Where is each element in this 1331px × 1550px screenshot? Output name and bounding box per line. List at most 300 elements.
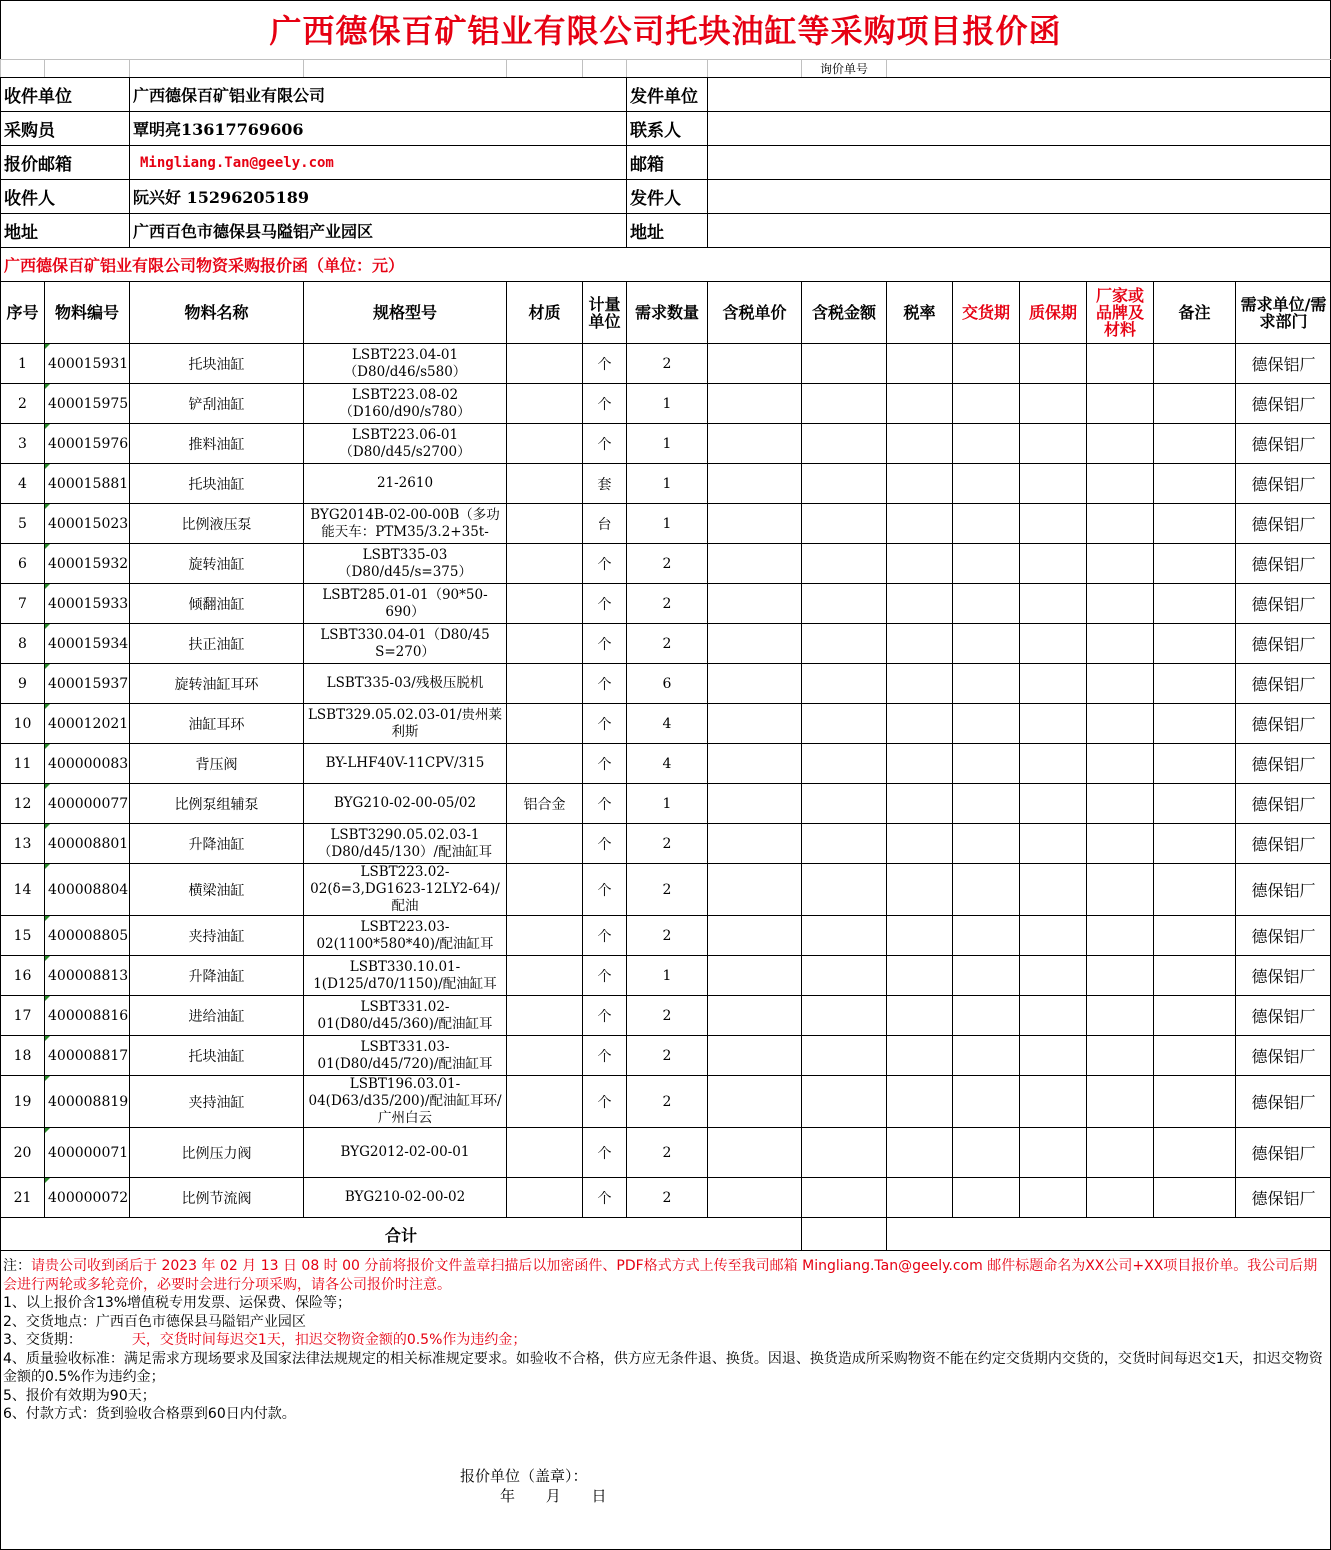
cell-material [507,916,583,956]
note-6: 6、付款方式：货到验收合格票到60日内付款。 [3,1406,296,1422]
cell-price[interactable] [708,1178,802,1218]
cell-delivery[interactable] [953,344,1020,384]
cell-tax[interactable] [887,344,953,384]
table-row [1,956,1331,996]
cell-price[interactable] [708,996,802,1036]
cell-code: 400000077 [45,784,130,824]
info-input[interactable] [708,78,1331,112]
col-header-brand: 厂家或品牌及材料 [1087,282,1154,344]
cell-price[interactable] [708,1128,802,1178]
col-header-qty: 需求数量 [627,282,708,344]
info-label: 邮箱 [627,146,708,180]
cell-no: 20 [1,1128,45,1178]
cell-price[interactable] [708,504,802,544]
cell-spec: LSBT223.03-02(1100*580*40)/配油缸耳 [304,916,507,956]
cell-code: 400008816 [45,996,130,1036]
cell-brand[interactable] [1087,384,1154,424]
cell-tax[interactable] [887,956,953,996]
cell-price[interactable] [708,956,802,996]
cell-delivery[interactable] [953,504,1020,544]
cell-amount[interactable] [802,864,887,916]
cell-name: 旋转油缸 [130,544,304,584]
cell-code: 400008813 [45,956,130,996]
table-row [1,1036,1331,1076]
cell-warranty[interactable] [1020,624,1087,664]
cell-dept: 德保铝厂 [1236,996,1331,1036]
cell-tax[interactable] [887,504,953,544]
cell-amount[interactable] [802,956,887,996]
cell-dept: 德保铝厂 [1236,384,1331,424]
cell-delivery[interactable] [953,996,1020,1036]
cell-spec: LSBT329.05.02.03-01/贵州莱利斯 [304,704,507,744]
cell-unit: 个 [583,384,627,424]
col-header-no: 序号 [1,282,45,344]
cell-delivery[interactable] [953,704,1020,744]
cell-remark[interactable] [1154,956,1236,996]
cell-unit: 个 [583,544,627,584]
cell-code: 400015934 [45,624,130,664]
cell-material [507,824,583,864]
cell-no: 5 [1,504,45,544]
cell-delivery[interactable] [953,664,1020,704]
cell-price[interactable] [708,1036,802,1076]
cell-tax[interactable] [887,424,953,464]
cell-remark[interactable] [1154,624,1236,664]
info-table [0,77,1331,248]
cell-brand[interactable] [1087,344,1154,384]
cell-brand[interactable] [1087,664,1154,704]
cell-qty: 2 [627,996,708,1036]
cell-warranty[interactable] [1020,784,1087,824]
info-row [1,214,1331,248]
cell-brand[interactable] [1087,504,1154,544]
cell-amount[interactable] [802,384,887,424]
cell-brand[interactable] [1087,824,1154,864]
cell-dept: 德保铝厂 [1236,584,1331,624]
note-5: 5、报价有效期为90天； [3,1387,156,1404]
table-row [1,664,1331,704]
cell-amount[interactable] [802,544,887,584]
cell-unit: 个 [583,916,627,956]
cell-name: 扶正油缸 [130,624,304,664]
cell-no: 14 [1,864,45,916]
cell-price[interactable] [708,544,802,584]
cell-amount[interactable] [802,504,887,544]
cell-brand[interactable] [1087,424,1154,464]
cell-name: 倾翻油缸 [130,584,304,624]
info-row [1,78,1331,112]
table-row [1,1128,1331,1178]
cell-warranty[interactable] [1020,384,1087,424]
cell-tax[interactable] [887,784,953,824]
cell-material [507,956,583,996]
cell-code: 400015976 [45,424,130,464]
cell-material [507,624,583,664]
cell-delivery[interactable] [953,1178,1020,1218]
cell-tax[interactable] [887,464,953,504]
cell-unit: 个 [583,1178,627,1218]
cell-material [507,1128,583,1178]
cell-qty: 1 [627,424,708,464]
cell-spec: LSBT330.10.01-1(D125/d70/1150)/配油缸耳 [304,956,507,996]
cell-delivery[interactable] [953,784,1020,824]
info-label: 地址 [627,214,708,248]
table-row [1,624,1331,664]
cell-code: 400015023 [45,504,130,544]
note-3: 3、交货期： 天，交货时间每迟交1天，扣迟交物资金额的0.5%作为违约金； [3,1332,527,1348]
cell-warranty[interactable] [1020,464,1087,504]
info-input[interactable] [708,214,1331,248]
col-header-delivery: 交货期 [953,282,1020,344]
cell-material [507,1178,583,1218]
info-label: 采购员 [1,112,130,146]
cell-amount[interactable] [802,624,887,664]
cell-amount[interactable] [802,744,887,784]
cell-tax[interactable] [887,996,953,1036]
cell-tax[interactable] [887,704,953,744]
cell-brand[interactable] [1087,956,1154,996]
cell-no: 4 [1,464,45,504]
cell-name: 比例泵组辅泵 [130,784,304,824]
cell-warranty[interactable] [1020,704,1087,744]
cell-warranty[interactable] [1020,544,1087,584]
cell-qty: 6 [627,664,708,704]
cell-spec: LSBT223.08-02（D160/d90/s780） [304,384,507,424]
cell-name: 夹持油缸 [130,1076,304,1128]
cell-qty: 2 [627,1076,708,1128]
cell-unit: 个 [583,664,627,704]
cell-material [507,1076,583,1128]
note-4: 4、质量验收标准：满足需求方现场要求及国家法律法规规定的相关标准规定要求。如验收不合格，供方应无条件退、换货。因退、换货造成所采购物资不能在约定交货期内交货的，交货时间每迟交1天，扣迟交物资金额的0.5%作为违约金； [3,1350,1323,1385]
cell-delivery[interactable] [953,624,1020,664]
cell-delivery[interactable] [953,1128,1020,1178]
cell-remark[interactable] [1154,544,1236,584]
cell-name: 横梁油缸 [130,864,304,916]
cell-code: 400015975 [45,384,130,424]
cell-no: 21 [1,1178,45,1218]
cell-no: 7 [1,584,45,624]
cell-brand[interactable] [1087,624,1154,664]
cell-price[interactable] [708,664,802,704]
cell-tax[interactable] [887,544,953,584]
cell-delivery[interactable] [953,1076,1020,1128]
cell-warranty[interactable] [1020,864,1087,916]
cell-qty: 2 [627,344,708,384]
table-row [1,344,1331,384]
info-value: 阮兴好 15296205189 [130,180,627,214]
info-label: 地址 [1,214,130,248]
sign-date: 年 月 日 [500,1487,607,1505]
cell-remark[interactable] [1154,1128,1236,1178]
cell-brand[interactable] [1087,1076,1154,1128]
cell-dept: 德保铝厂 [1236,784,1331,824]
cell-delivery[interactable] [953,464,1020,504]
table-row [1,704,1331,744]
cell-warranty[interactable] [1020,584,1087,624]
table-row [1,544,1331,584]
cell-name: 比例节流阀 [130,1178,304,1218]
cell-tax[interactable] [887,384,953,424]
cell-warranty[interactable] [1020,956,1087,996]
cell-spec: BYG2014B-02-00-00B（多功能天车：PTM35/3.2+35t- [304,504,507,544]
cell-unit: 个 [583,424,627,464]
cell-price[interactable] [708,624,802,664]
cell-delivery[interactable] [953,956,1020,996]
cell-price[interactable] [708,424,802,464]
cell-dept: 德保铝厂 [1236,1036,1331,1076]
table-row [1,996,1331,1036]
cell-delivery[interactable] [953,916,1020,956]
cell-warranty[interactable] [1020,424,1087,464]
cell-brand[interactable] [1087,704,1154,744]
col-header-price: 含税单价 [708,282,802,344]
table-row [1,784,1331,824]
cell-code: 400008804 [45,864,130,916]
cell-tax[interactable] [887,1036,953,1076]
quote-unit-stamp: 报价单位（盖章）： [460,1467,588,1485]
cell-delivery[interactable] [953,744,1020,784]
cell-tax[interactable] [887,916,953,956]
cell-warranty[interactable] [1020,744,1087,784]
cell-spec: BYG210-02-00-05/02 [304,784,507,824]
cell-price[interactable] [708,1076,802,1128]
cell-warranty[interactable] [1020,1036,1087,1076]
cell-unit: 个 [583,824,627,864]
cell-amount[interactable] [802,344,887,384]
cell-no: 12 [1,784,45,824]
cell-warranty[interactable] [1020,824,1087,864]
cell-name: 托块油缸 [130,464,304,504]
cell-dept: 德保铝厂 [1236,956,1331,996]
table-row [1,584,1331,624]
cell-unit: 个 [583,864,627,916]
cell-tax[interactable] [887,584,953,624]
cell-spec: LSBT223.04-01（D80/d46/s580） [304,344,507,384]
cell-amount[interactable] [802,1076,887,1128]
cell-delivery[interactable] [953,544,1020,584]
cell-remark[interactable] [1154,996,1236,1036]
cell-unit: 个 [583,996,627,1036]
cell-price[interactable] [708,744,802,784]
info-value: 广西百色市德保县马隘铝产业园区 [130,214,627,248]
info-input[interactable] [708,180,1331,214]
cell-brand[interactable] [1087,1036,1154,1076]
cell-material [507,664,583,704]
cell-brand[interactable] [1087,864,1154,916]
cell-brand[interactable] [1087,996,1154,1036]
cell-amount[interactable] [802,916,887,956]
cell-qty: 2 [627,864,708,916]
cell-price[interactable] [708,916,802,956]
cell-brand[interactable] [1087,584,1154,624]
table-row [1,464,1331,504]
cell-unit: 个 [583,1076,627,1128]
col-header-tax: 税率 [887,282,953,344]
info-label: 报价邮箱 [1,146,130,180]
cell-dept: 德保铝厂 [1236,464,1331,504]
cell-tax[interactable] [887,1178,953,1218]
cell-price[interactable] [708,784,802,824]
cell-warranty[interactable] [1020,664,1087,704]
cell-unit: 个 [583,704,627,744]
cell-warranty[interactable] [1020,1076,1087,1128]
info-value: 覃明亮13617769606 [130,112,627,146]
cell-delivery[interactable] [953,864,1020,916]
subtitle-table [0,247,1331,282]
table-row [1,504,1331,544]
cell-warranty[interactable] [1020,1128,1087,1178]
note-2: 2、交货地点：广西百色市德保县马隘铝产业园区 [3,1313,306,1330]
cell-spec: LSBT223.06-01（D80/d45/s2700） [304,424,507,464]
cell-remark[interactable] [1154,504,1236,544]
col-header-unit: 计量单位 [583,282,627,344]
cell-spec: LSBT335-03/残极压脱机 [304,664,507,704]
cell-no: 9 [1,664,45,704]
cell-warranty[interactable] [1020,916,1087,956]
cell-no: 17 [1,996,45,1036]
cell-remark[interactable] [1154,1036,1236,1076]
cell-amount[interactable] [802,784,887,824]
cell-brand[interactable] [1087,464,1154,504]
col-header-remark: 备注 [1154,282,1236,344]
cell-remark[interactable] [1154,864,1236,916]
cell-material [507,344,583,384]
cell-name: 托块油缸 [130,344,304,384]
inquiry-label: 询价单号 [802,60,887,78]
cell-unit: 个 [583,584,627,624]
cell-unit: 个 [583,344,627,384]
cell-brand[interactable] [1087,784,1154,824]
cell-dept: 德保铝厂 [1236,916,1331,956]
cell-tax[interactable] [887,824,953,864]
cell-warranty[interactable] [1020,996,1087,1036]
cell-price[interactable] [708,824,802,864]
cell-no: 18 [1,1036,45,1076]
cell-brand[interactable] [1087,544,1154,584]
cell-dept: 德保铝厂 [1236,864,1331,916]
cell-remark[interactable] [1154,916,1236,956]
cell-delivery[interactable] [953,1036,1020,1076]
cell-name: 比例压力阀 [130,1128,304,1178]
total-amount[interactable] [802,1218,887,1251]
cell-dept: 德保铝厂 [1236,544,1331,584]
info-input[interactable] [708,146,1331,180]
cell-price[interactable] [708,704,802,744]
cell-warranty[interactable] [1020,1178,1087,1218]
cell-tax[interactable] [887,1128,953,1178]
cell-dept: 德保铝厂 [1236,704,1331,744]
cell-remark[interactable] [1154,704,1236,744]
cell-remark[interactable] [1154,424,1236,464]
cell-qty: 1 [627,784,708,824]
cell-amount[interactable] [802,1128,887,1178]
cell-material: 铝合金 [507,784,583,824]
cell-tax[interactable] [887,864,953,916]
info-label: 收件单位 [1,78,130,112]
cell-qty: 1 [627,504,708,544]
cell-dept: 德保铝厂 [1236,624,1331,664]
cell-price[interactable] [708,584,802,624]
cell-remark[interactable] [1154,464,1236,504]
cell-remark[interactable] [1154,824,1236,864]
cell-qty: 4 [627,704,708,744]
cell-delivery[interactable] [953,584,1020,624]
cell-price[interactable] [708,384,802,424]
cell-amount[interactable] [802,584,887,624]
cell-code: 400015932 [45,544,130,584]
cell-no: 3 [1,424,45,464]
cell-brand[interactable] [1087,744,1154,784]
cell-warranty[interactable] [1020,504,1087,544]
cell-price[interactable] [708,464,802,504]
cell-qty: 1 [627,956,708,996]
cell-tax[interactable] [887,744,953,784]
cell-brand[interactable] [1087,916,1154,956]
cell-remark[interactable] [1154,584,1236,624]
items-table [0,281,1331,1251]
cell-qty: 2 [627,1128,708,1178]
info-input[interactable] [708,112,1331,146]
col-header-warranty: 质保期 [1020,282,1087,344]
cell-amount[interactable] [802,824,887,864]
cell-amount[interactable] [802,996,887,1036]
cell-amount[interactable] [802,704,887,744]
cell-no: 16 [1,956,45,996]
table-row [1,424,1331,464]
cell-brand[interactable] [1087,1128,1154,1178]
cell-qty: 1 [627,384,708,424]
inquiry-number[interactable] [887,60,1331,78]
cell-material [507,864,583,916]
cell-remark[interactable] [1154,384,1236,424]
cell-delivery[interactable] [953,824,1020,864]
cell-remark[interactable] [1154,784,1236,824]
cell-spec: LSBT223.02-02(δ=3,DG1623-12LY2-64)/配油 [304,864,507,916]
cell-delivery[interactable] [953,424,1020,464]
cell-delivery[interactable] [953,384,1020,424]
cell-remark[interactable] [1154,1076,1236,1128]
cell-warranty[interactable] [1020,344,1087,384]
cell-spec: LSBT3290.05.02.03-1（D80/d45/130）/配油缸耳 [304,824,507,864]
cell-no: 8 [1,624,45,664]
cell-amount[interactable] [802,664,887,704]
cell-unit: 套 [583,464,627,504]
cell-tax[interactable] [887,1076,953,1128]
info-row [1,146,1331,180]
cell-amount[interactable] [802,1178,887,1218]
cell-remark[interactable] [1154,744,1236,784]
cell-brand[interactable] [1087,1178,1154,1218]
info-label: 联系人 [627,112,708,146]
cell-remark[interactable] [1154,1178,1236,1218]
cell-price[interactable] [708,864,802,916]
cell-tax[interactable] [887,624,953,664]
col-header-amount: 含税金额 [802,282,887,344]
cell-unit: 个 [583,956,627,996]
cell-material [507,584,583,624]
cell-amount[interactable] [802,424,887,464]
cell-remark[interactable] [1154,664,1236,704]
cell-qty: 2 [627,824,708,864]
cell-code: 400015881 [45,464,130,504]
cell-amount[interactable] [802,1036,887,1076]
cell-remark[interactable] [1154,344,1236,384]
cell-price[interactable] [708,344,802,384]
cell-tax[interactable] [887,664,953,704]
note-1: 1、以上报价含13%增值税专用发票、运保费、保险等； [3,1295,352,1311]
cell-amount[interactable] [802,464,887,504]
table-row [1,744,1331,784]
